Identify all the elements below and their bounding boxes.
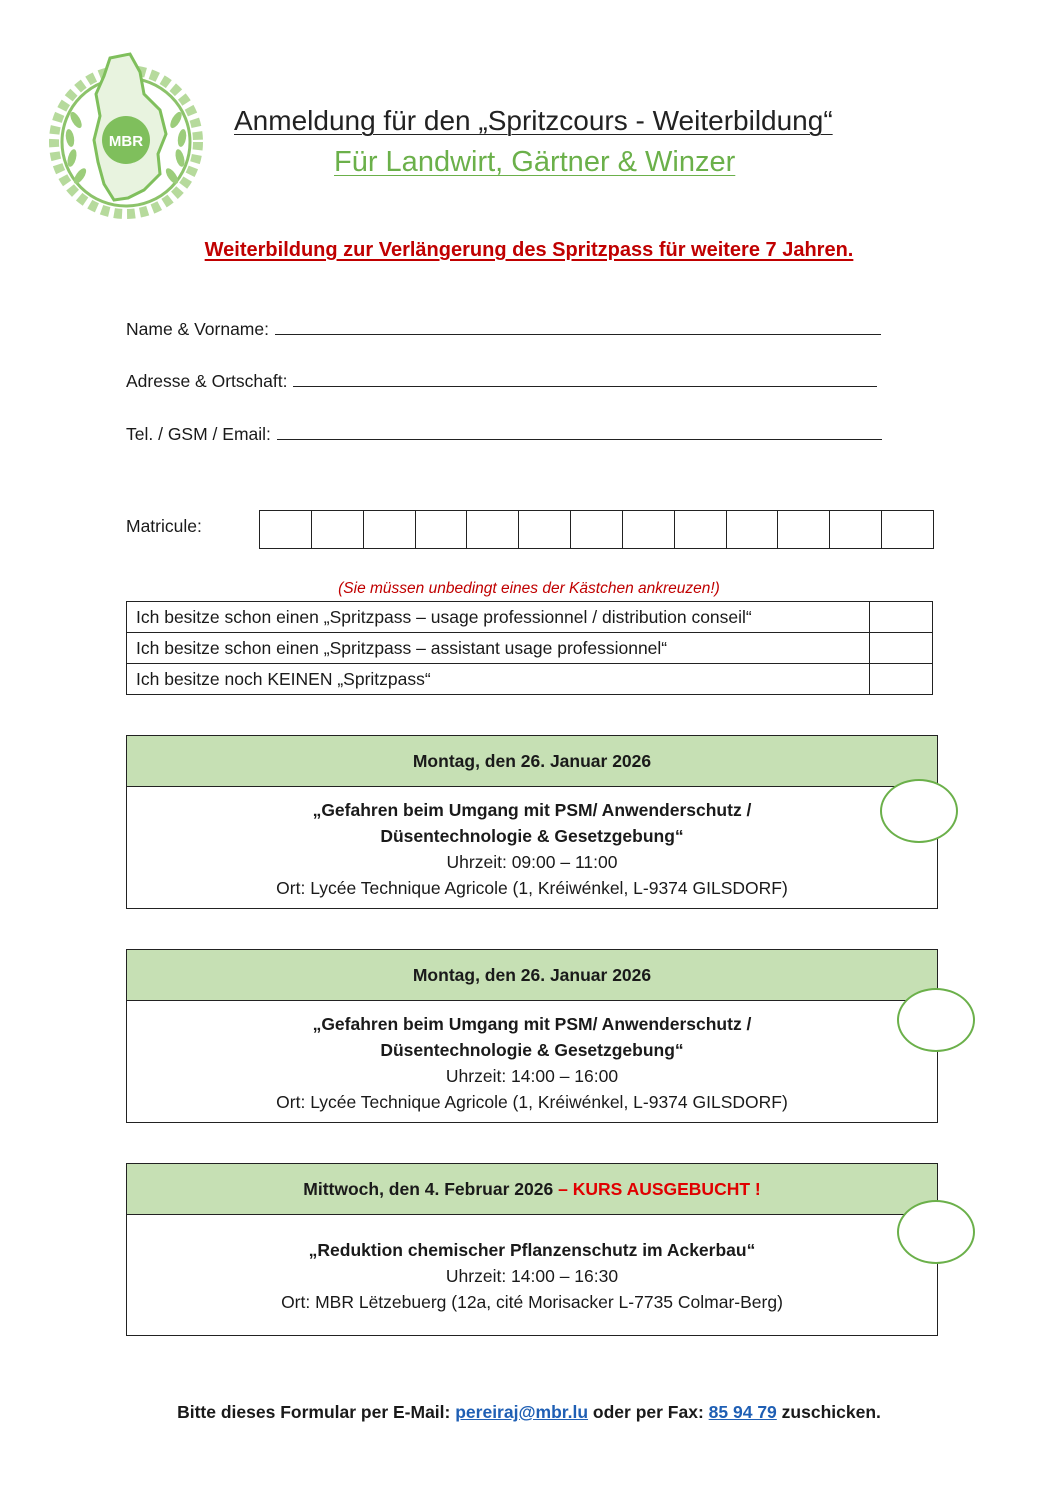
matricule-cell[interactable] — [363, 511, 415, 548]
address-field[interactable] — [126, 371, 877, 392]
course-time: Uhrzeit: 14:00 – 16:00 — [445, 1066, 619, 1086]
address-input-line[interactable] — [293, 371, 877, 387]
course-date-header — [127, 736, 937, 787]
page-subtitle-audience: Für Landwirt, Gärtner & Winzer — [334, 146, 736, 178]
course-date-header — [127, 950, 937, 1001]
spritzpass-option-label: Ich besitze schon einen „Spritzpass – usage professionnel / distribution conseil“ — [127, 602, 870, 633]
matricule-cell[interactable] — [829, 511, 881, 548]
course-time: Uhrzeit: 09:00 – 11:00 — [446, 852, 618, 872]
name-field[interactable] — [126, 319, 881, 340]
spritzpass-checkbox[interactable] — [870, 664, 933, 695]
matricule-cell[interactable] — [570, 511, 622, 548]
email-link[interactable]: pereiraj@mbr.lu — [455, 1402, 589, 1422]
matricule-cell[interactable] — [777, 511, 829, 548]
table-row — [127, 633, 933, 664]
course-topic-cont: Düsentechnologie & Gesetzgebung“ — [380, 826, 684, 846]
logo-text: MBR — [108, 133, 144, 150]
spritzpass-checkbox[interactable] — [870, 633, 933, 664]
course-place: Ort: Lycée Technique Agricole (1, Kréiwénkel, L-9374 GILSDORF) — [276, 1092, 788, 1112]
matricule-cell[interactable] — [415, 511, 467, 548]
spritzpass-option-label: Ich besitze noch KEINEN „Spritzpass“ — [127, 664, 870, 695]
course-details — [127, 1001, 937, 1115]
name-input-line[interactable] — [275, 319, 881, 335]
course-box-2 — [126, 949, 938, 1123]
matricule-cell[interactable] — [518, 511, 570, 548]
table-row — [127, 602, 933, 633]
matricule-grid[interactable] — [259, 510, 934, 549]
address-label: Adresse & Ortschaft: — [126, 371, 288, 391]
footer-text-end: zuschicken. — [781, 1402, 881, 1422]
course-topic-cont: Düsentechnologie & Gesetzgebung“ — [380, 1040, 684, 1060]
course-details — [127, 787, 937, 901]
course-topic: „Gefahren beim Umgang mit PSM/ Anwenderschutz / — [312, 800, 752, 820]
matricule-cell[interactable] — [726, 511, 778, 548]
course-2-select-circle[interactable] — [897, 988, 975, 1052]
mbr-logo — [48, 50, 204, 222]
spritzpass-checkbox[interactable] — [870, 602, 933, 633]
table-row — [127, 664, 933, 695]
matricule-label: Matricule: — [126, 516, 202, 536]
matricule-cell[interactable] — [311, 511, 363, 548]
course-3-select-circle[interactable] — [897, 1200, 975, 1264]
course-details — [127, 1215, 937, 1315]
footer-instructions — [0, 1402, 1058, 1423]
matricule-cell[interactable] — [881, 511, 933, 548]
spritzpass-table — [126, 601, 933, 695]
course-place: Ort: Lycée Technique Agricole (1, Kréiwénkel, L-9374 GILSDORF) — [276, 878, 788, 898]
matricule-cell[interactable] — [260, 511, 311, 548]
course-date: Montag, den 26. Januar 2026 — [412, 964, 652, 985]
course-date: Montag, den 26. Januar 2026 — [412, 750, 652, 771]
matricule-cell[interactable] — [674, 511, 726, 548]
course-date-header — [127, 1164, 937, 1215]
course-place: Ort: MBR Lëtzebuerg (12a, cité Morisacker L-7735 Colmar-Berg) — [281, 1292, 783, 1312]
footer-text-start: Bitte dieses Formular per E-Mail: — [177, 1402, 451, 1422]
course-1-select-circle[interactable] — [880, 779, 958, 843]
contact-input-line[interactable] — [277, 424, 882, 440]
course-box-3 — [126, 1163, 938, 1336]
footer-text-middle: oder per Fax: — [592, 1402, 704, 1422]
course-topic: „Gefahren beim Umgang mit PSM/ Anwenderschutz / — [312, 1014, 752, 1034]
page-title: Anmeldung für den „Spritzcours - Weiterbildung“ — [234, 105, 833, 136]
course-time: Uhrzeit: 14:00 – 16:30 — [445, 1266, 619, 1286]
course-date: Mittwoch, den 4. Februar 2026 — [303, 1178, 554, 1199]
contact-label: Tel. / GSM / Email: — [126, 424, 271, 444]
spritzpass-option-label: Ich besitze schon einen „Spritzpass – assistant usage professionnel“ — [127, 633, 870, 664]
matricule-cell[interactable] — [622, 511, 674, 548]
page-subtitle: Weiterbildung zur Verlängerung des Spritzpass für weitere 7 Jahren. — [204, 239, 854, 261]
contact-field[interactable] — [126, 424, 882, 445]
checkbox-note: (Sie müssen unbedingt eines der Kästchen ankreuzen!) — [338, 580, 720, 597]
course-status-badge: – KURS AUSGEBUCHT ! — [558, 1178, 761, 1199]
name-label: Name & Vorname: — [126, 319, 269, 339]
course-box-1 — [126, 735, 938, 909]
matricule-cell[interactable] — [466, 511, 518, 548]
course-topic: „Reduktion chemischer Pflanzenschutz im Ackerbau“ — [308, 1240, 756, 1260]
fax-link[interactable]: 85 94 79 — [708, 1402, 777, 1422]
